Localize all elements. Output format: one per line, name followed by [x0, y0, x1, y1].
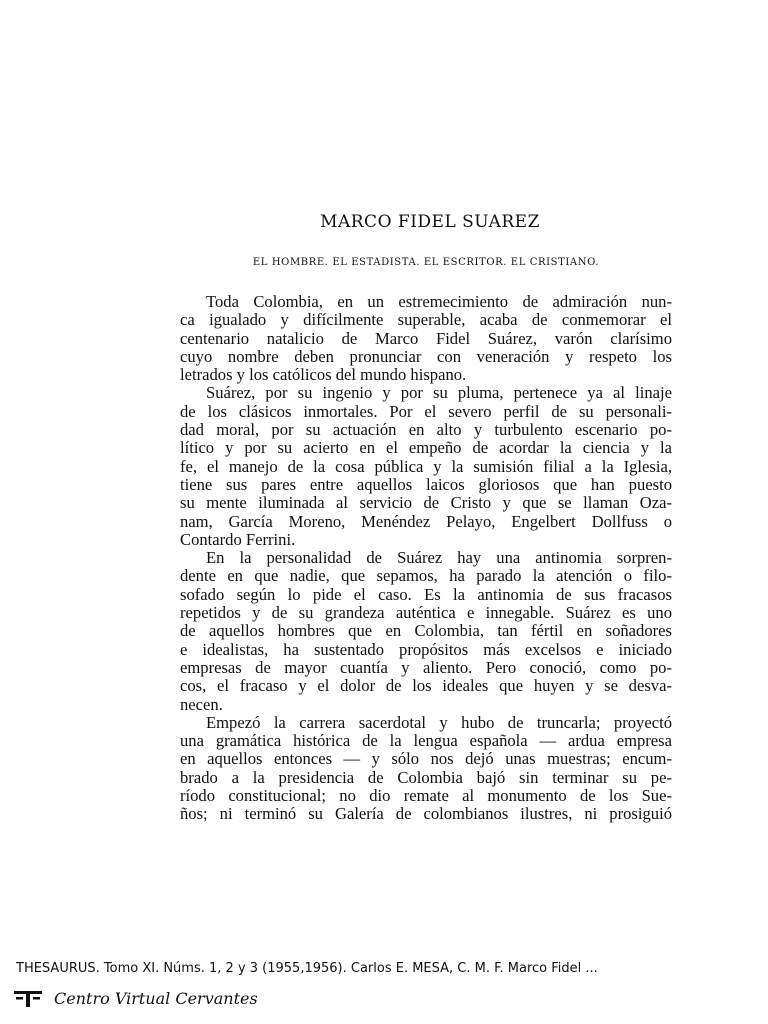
text-line: centenario natalicio de Marco Fidel Suárez, varón clarísimo — [180, 328, 672, 348]
paragraph — [180, 714, 672, 824]
paragraph — [180, 549, 672, 714]
text-line: dente en que nadie, que sepamos, ha parado la atención o filo- — [180, 566, 672, 586]
cvc-logo-icon — [12, 988, 44, 1008]
paragraph — [180, 293, 672, 384]
text-line: empresas de mayor cuantía y aliento. Pero conoció, como po- — [180, 657, 672, 677]
text-line: Empezó la carrera sacerdotal y hubo de truncarla; proyectó — [206, 712, 672, 732]
text-line: tiene sus pares entre aquellos laicos gloriosos que han puesto — [180, 474, 672, 494]
text-line: en aquellos entonces — y sólo nos dejó unas muestras; encum- — [180, 749, 672, 769]
text-line: ños; ni terminó su Galería de colombianos ilustres, ni prosiguió — [180, 804, 672, 824]
text-line: e idealistas, ha sustentado propósitos más excelsos e iniciado — [180, 639, 672, 659]
citation-footer[interactable]: THESAURUS. Tomo XI. Núms. 1, 2 y 3 (1955,1956). Carlos E. MESA, C. M. F. Marco Fidel ... — [16, 961, 598, 976]
text-line: cuyo nombre deben pronunciar con veneración y respeto los — [180, 346, 672, 366]
text-line: fe, el manejo de la cosa pública y la sumisión filial a la Iglesia, — [180, 456, 672, 476]
text-line: ríodo constitucional; no dio remate al monumento de los Sue- — [180, 786, 672, 806]
paragraph — [180, 384, 672, 549]
text-line: ca igualado y difícilmente superable, acaba de conmemorar el — [180, 310, 672, 330]
text-line: de los clásicos inmortales. Por el severo perfil de su personali- — [180, 401, 672, 421]
text-line: dad moral, por su actuación en alto y turbulento escenario po- — [180, 420, 672, 440]
text-line: nam, García Moreno, Menéndez Pelayo, Engelbert Dollfuss o — [180, 511, 672, 531]
article-body — [180, 293, 672, 824]
text-line: Suárez, por su ingenio y por su pluma, pertenece ya al linaje — [206, 383, 672, 403]
text-line: brado a la presidencia de Colombia bajó sin terminar su pe- — [180, 767, 672, 787]
text-line: letrados y los católicos del mundo hispano. — [180, 365, 467, 385]
text-line: repetidos y de su grandeza auténtica e innegable. Suárez es uno — [180, 603, 672, 623]
cvc-brand[interactable] — [12, 986, 258, 1010]
text-line: En la personalidad de Suárez hay una antinomia sorpren- — [206, 548, 672, 568]
text-line: de aquellos hombres que en Colombia, tan fértil en soñadores — [180, 621, 672, 641]
article-subtitle: EL HOMBRE. EL ESTADISTA. EL ESCRITOR. EL CRISTIANO. — [252, 257, 600, 268]
text-line: lítico y por su acierto en el empeño de acordar la ciencia y la — [180, 438, 672, 458]
text-line: sofado según lo pide el caso. Es la antinomia de sus fracasos — [180, 584, 672, 604]
text-line: Toda Colombia, en un estremecimiento de admiración nun- — [206, 292, 672, 311]
text-line: su mente iluminada al servicio de Cristo y que se llaman Oza- — [180, 493, 672, 513]
text-line: una gramática histórica de la lengua española — ardua empresa — [180, 731, 672, 751]
text-line: Contardo Ferrini. — [180, 529, 296, 549]
text-line: necen. — [180, 694, 223, 714]
text-line: cos, el fracaso y el dolor de los ideales que huyen y se desva- — [180, 676, 672, 696]
article-title: MARCO FIDEL SUAREZ — [320, 212, 540, 232]
cvc-brand-label: Centro Virtual Cervantes — [54, 988, 258, 1008]
